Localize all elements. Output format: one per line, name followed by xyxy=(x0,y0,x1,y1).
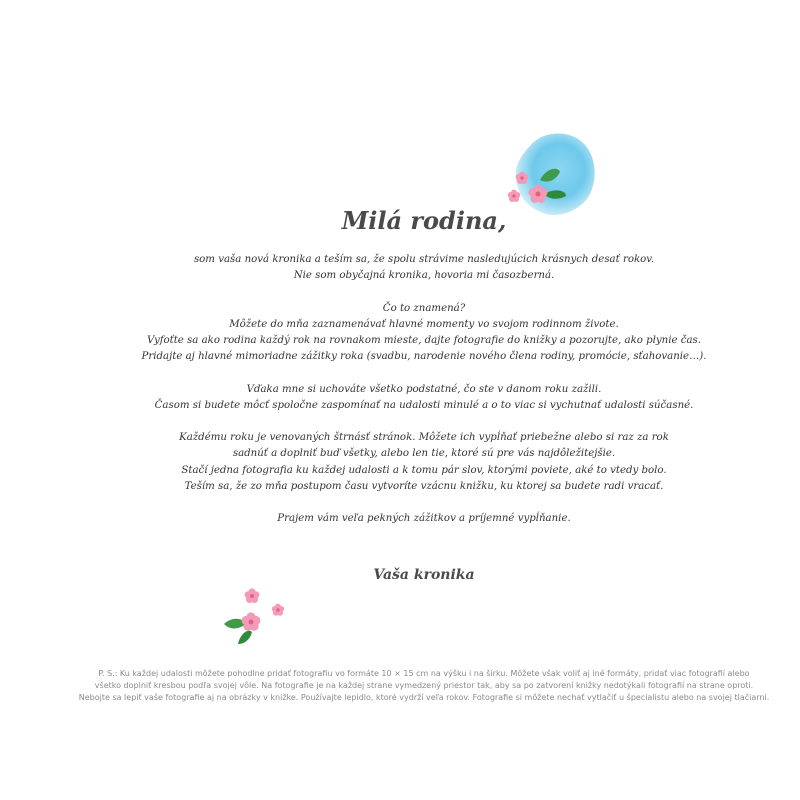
leaf-icon xyxy=(238,631,252,644)
letter-body xyxy=(0,252,800,544)
flower-decoration xyxy=(220,586,292,648)
postscript-line: Nebojte sa lepiť vaše fotografie aj na obrázky v knižke. Používajte lepidlo, ktoré vydrží veľa rokov. Fotografie si môžete nechať vytlačiť u špecialistu alebo na svojej tlačiarni. xyxy=(78,693,770,702)
letter-line: Vďaka mne si uchováte všetko podstatné, čo ste v danom roku zažili. xyxy=(246,383,602,395)
letter-paragraph xyxy=(0,252,800,284)
letter-line: Prajem vám veľa pekných zážitkov a príjemné vypĺňanie. xyxy=(277,513,571,525)
letter-line: Časom si budete môcť spoločne zaspomínať na udalosti minulé a o to viac si vychutnať udalosti súčasné. xyxy=(154,399,694,411)
letter-line: som vaša nová kronika a teším sa, že spolu strávime nasledujúcich krásnych desať rokov. xyxy=(193,254,655,265)
pink-flower-icon xyxy=(242,612,261,630)
postscript-line: všetko doplniť kresbou podľa svojej vôle. Na fotografie je na každej strane vymedzený priestor tak, aby sa po zatvorení knižky nedotýkali fotografií na strane oproti. xyxy=(94,681,754,690)
signature: Vaša kronika xyxy=(373,567,475,583)
letter-line: Stačí jedna fotografia ku každej udalosti a k tomu pár slov, ktorými poviete, aké to vtedy bolo. xyxy=(181,464,667,476)
pink-flower-icon xyxy=(272,604,284,616)
letter-line: Teším sa, že zo mňa postupom času vytvoríte vzácnu knižku, ku ktorej sa budete radi vracať. xyxy=(184,480,664,492)
letter-line: Pridajte aj hlavné mimoriadne zážitky roka (svadbu, narodenie nového člena rodiny, promócie, sťahovanie…). xyxy=(141,351,707,363)
letter-paragraph xyxy=(0,301,800,366)
letter-line: Čo to znamená? xyxy=(382,302,466,314)
letter-title: Milá rodina, xyxy=(341,206,507,235)
letter-line: Môžete do mňa zaznamenávať hlavné momenty vo svojom rodinnom živote. xyxy=(229,318,619,330)
letter-paragraph xyxy=(0,430,800,495)
pink-flower-icon xyxy=(245,588,260,603)
letter-line: sadnúť a doplniť buď všetky, alebo len tie, ktoré sú pre vás najdôležitejšie. xyxy=(232,448,616,460)
letter-paragraph xyxy=(0,511,800,527)
postscript-note xyxy=(0,668,800,704)
letter-line: Každému roku je venovaných štrnásť stránok. Môžete ich vypĺňať priebežne alebo si raz za rok xyxy=(179,432,669,444)
letter-paragraph xyxy=(0,382,800,414)
postscript-line: P. S.: Ku každej udalosti môžete pohodlne pridať fotografiu vo formáte 10 × 15 cm na výšku i na šírku. Môžete však voliť aj iné formáty, pridať viac fotografií alebo xyxy=(98,669,750,678)
letter-line: Nie som obyčajná kronika, hovoria mi časozberná. xyxy=(293,270,555,282)
letter-line: Vyfoťte sa ako rodina každý rok na rovnakom mieste, dajte fotografie do knižky a pozorujte, ako plynie čas. xyxy=(147,335,701,346)
pink-flower-icon xyxy=(508,190,521,203)
